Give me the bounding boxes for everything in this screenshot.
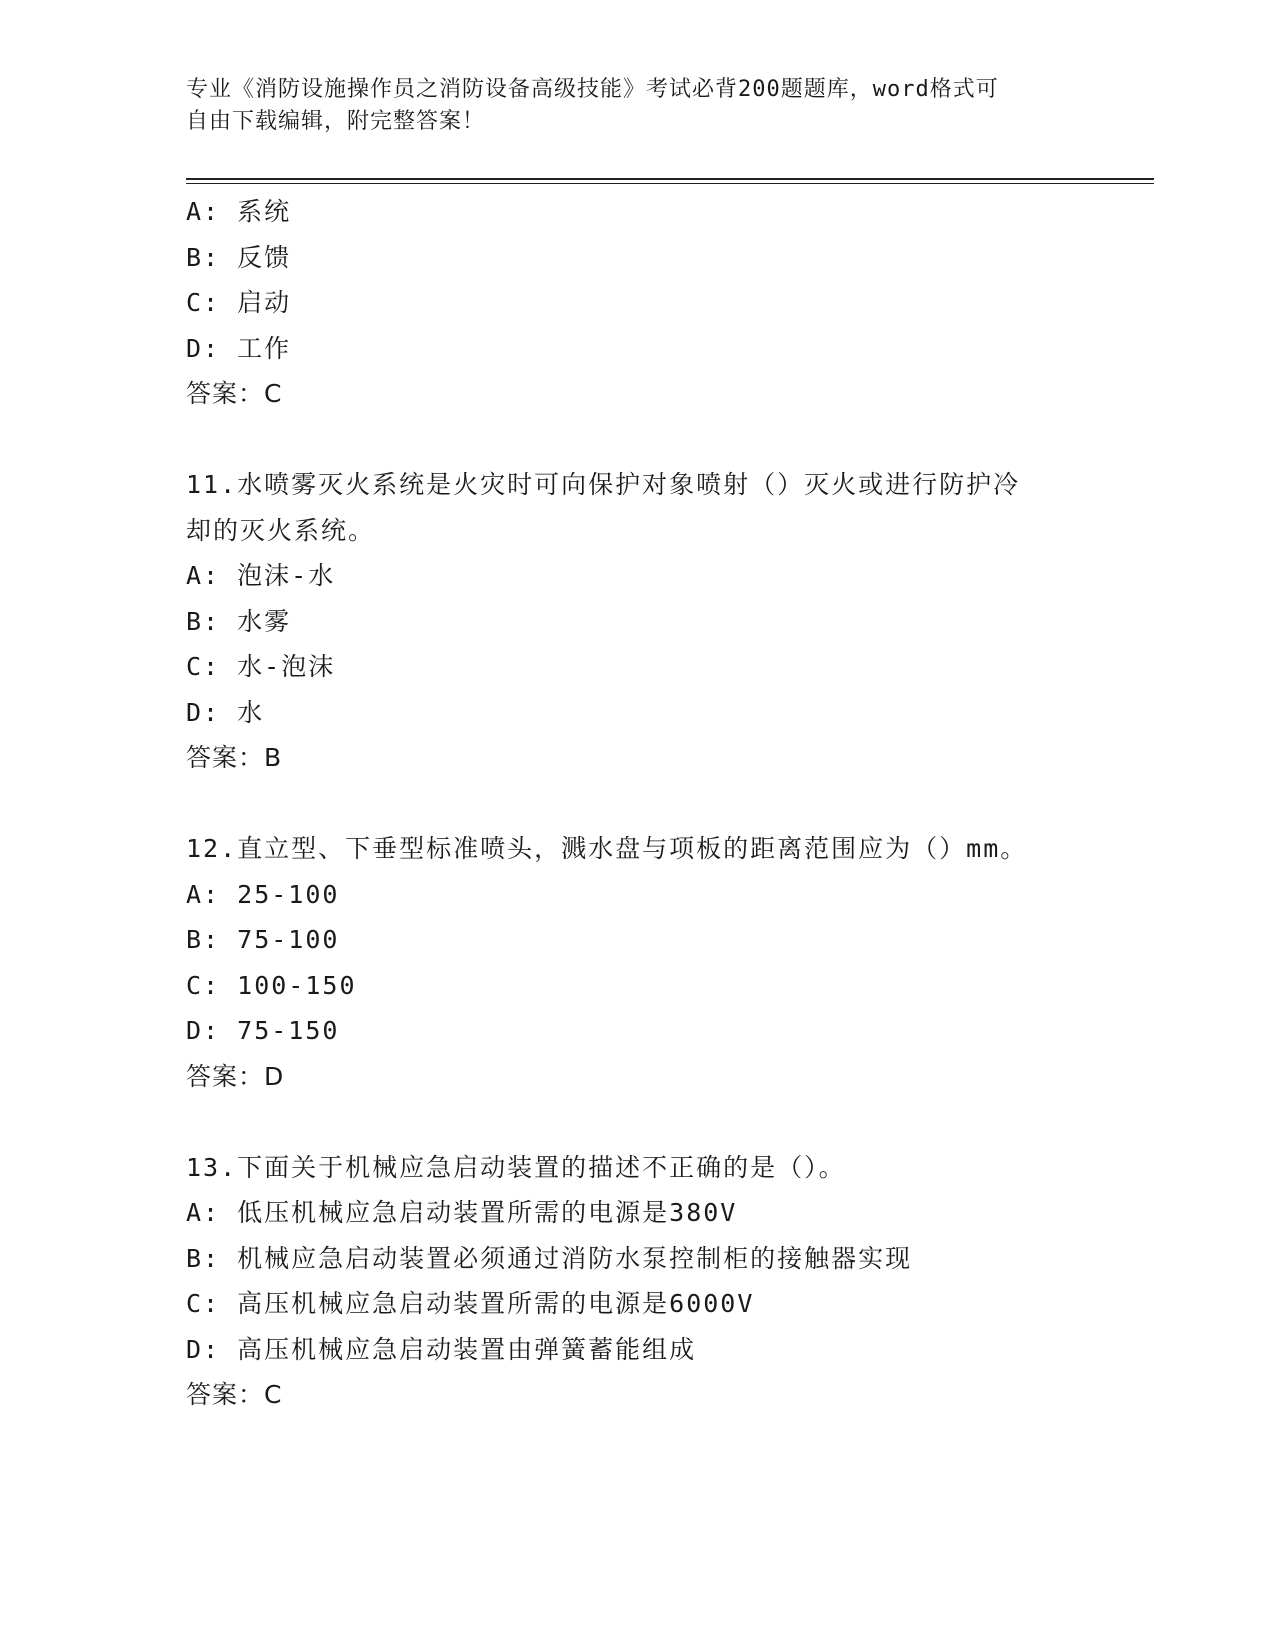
option-b: B: 机械应急启动装置必须通过消防水泵控制柜的接触器实现 <box>186 1243 913 1273</box>
option-d: D: 工作 <box>186 333 292 363</box>
option-d: D: 高压机械应急启动装置由弹簧蓄能组成 <box>186 1334 697 1364</box>
question-10-tail <box>186 189 1086 417</box>
option-c: C: 高压机械应急启动装置所需的电源是6000V <box>186 1289 755 1318</box>
spacer <box>186 781 1086 827</box>
option-a: A: 25-100 <box>186 879 340 909</box>
option-c: C: 水-泡沫 <box>186 652 336 681</box>
answer-line: 答案：C <box>186 1380 283 1409</box>
header-divider-thick <box>186 178 1154 180</box>
question-stem: 11.水喷雾灭火系统是火灾时可向保护对象喷射（）灭火或进行防护冷 <box>186 470 1021 499</box>
answer-line: 答案：B <box>186 743 283 772</box>
header-title-line-2: 自由下载编辑，附完整答案！ <box>186 109 486 134</box>
option-d: D: 75-150 <box>186 1016 340 1045</box>
option-c: C: 启动 <box>186 288 292 317</box>
header-divider-thin <box>186 183 1154 184</box>
option-d: D: 水 <box>186 697 265 727</box>
spacer <box>186 1099 1086 1145</box>
option-a: A: 系统 <box>186 197 292 226</box>
option-b: B: 反馈 <box>186 242 292 272</box>
answer-line: 答案：D <box>186 1061 285 1091</box>
question-stem-continued: 却的灭火系统。 <box>186 515 376 545</box>
question-13 <box>186 1145 1086 1418</box>
answer-line: 答案：C <box>186 379 283 408</box>
question-stem: 12.直立型、下垂型标准喷头，溅水盘与项板的距离范围应为（）mm。 <box>186 834 1028 863</box>
option-b: B: 75-100 <box>186 925 340 954</box>
spacer <box>186 417 1086 463</box>
question-stem: 13.下面关于机械应急启动装置的描述不正确的是（）。 <box>186 1152 846 1182</box>
document-header <box>186 74 1086 138</box>
question-11 <box>186 462 1086 781</box>
option-b: B: 水雾 <box>186 606 292 636</box>
question-12 <box>186 826 1086 1099</box>
option-a: A: 泡沫-水 <box>186 561 336 590</box>
option-c: C: 100-150 <box>186 970 357 1000</box>
header-title-line-1: 专业《消防设施操作员之消防设备高级技能》考试必背200题题库，word格式可 <box>186 77 999 102</box>
question-list <box>186 189 1086 1418</box>
option-a: A: 低压机械应急启动装置所需的电源是380V <box>186 1198 738 1227</box>
